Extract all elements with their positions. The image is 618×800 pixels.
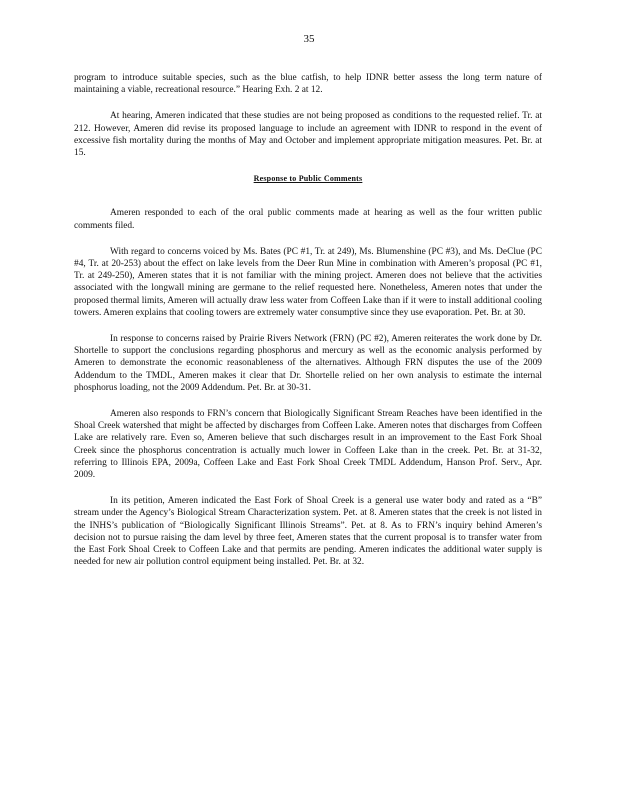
section-heading: Response to Public Comments xyxy=(253,174,363,184)
paragraph-continued: program to introduce suitable species, such as the blue catfish, to help IDNR better assess the long term nature of maintaining a viable, recreational resource.” Hearing Exh. 2 at 12. xyxy=(74,73,542,96)
paragraph-prn-concerns: In response to concerns raised by Prairie Rivers Network (FRN) (PC #2), Ameren reiterates the work done by Dr. Shortelle to support the conclusions regarding phosphorus and mercury as well as the economic analysis performed by Ameren to demonstrate the economic reasonableness of the alternatives. Although FRN disputes the use of the 2009 Addendum to the TMDL, Ameren makes it clear that Dr. Shortelle relied on her own analysis to estimate the internal phosphorus loading, not the 2009 Addendum. Pet. Br. at 30-31. xyxy=(74,334,542,393)
paragraph-hearing: At hearing, Ameren indicated that these studies are not being proposed as conditions to the requested relief. Tr. at 212. However, Ameren did revise its proposed language to include an agreement with IDNR to respond in the event of excessive fish mortality during the months of May and October and implement appropriate mitigation measures. Pet. Br. at 15. xyxy=(74,111,542,159)
paragraph-lake-levels: With regard to concerns voiced by Ms. Bates (PC #1, Tr. at 249), Ms. Blumenshine (PC #3), and Ms. DeClue (PC #4, Tr. at 20-253) about the effect on lake levels from the Deer Run Mine in combination with Ameren’s proposal (PC #1, Tr. at 249-250), Ameren states that it is not familiar with the mining project. Ameren does not believe that the activities associated with the longwall mining are germane to the relief requested here. Nonetheless, Ameren notes that under the proposed thermal limits, Ameren will actually draw less water from Coffeen Lake than if it were to install additional cooling towers. Ameren explains that cooling towers are extremely water consumptive since they use evaporation. Pet. Br. at 30. xyxy=(74,246,542,318)
paragraph-response-intro: Ameren responded to each of the oral public comments made at hearing as well as the four written public comments filed. xyxy=(74,208,542,231)
document-body xyxy=(74,72,542,583)
page-number: 35 xyxy=(303,33,315,45)
paragraph-stream-reaches: Ameren also responds to FRN’s concern that Biologically Significant Stream Reaches have been identified in the Shoal Creek watershed that might be affected by discharges from Coffeen Lake. Ameren notes that discharges from Coffeen Lake are relatively rare. Even so, Ameren believe that such discharges result in an improvement to the East Fork Shoal Creek since the phosphorus concentration is actually much lower in Coffeen Lake than in the creek. Pet. Br. at 31-32, referring to Illinois EPA, 2009a, Coffeen Lake and East Fork Shoal Creek TMDL Addendum, Hanson Prof. Serv., Apr. 2009. xyxy=(74,409,542,481)
paragraph-petition: In its petition, Ameren indicated the East Fork of Shoal Creek is a general use water body and rated as a “B” stream under the Agency’s Biological Stream Characterization system. Pet. at 8. Ameren states that the creek is not listed in the INHS’s publication of “Biologically Significant Illinois Streams”. Pet. at 8. As to FRN’s inquiry behind Ameren’s decision not to pursue raising the dam level by three feet, Ameren states that the current proposal is to transfer water from the East Fork Shoal Creek to Coffeen Lake and that permits are pending. Ameren indicates the additional water supply is needed for new air pollution control equipment being installed. Pet. Br. at 32. xyxy=(74,496,542,568)
